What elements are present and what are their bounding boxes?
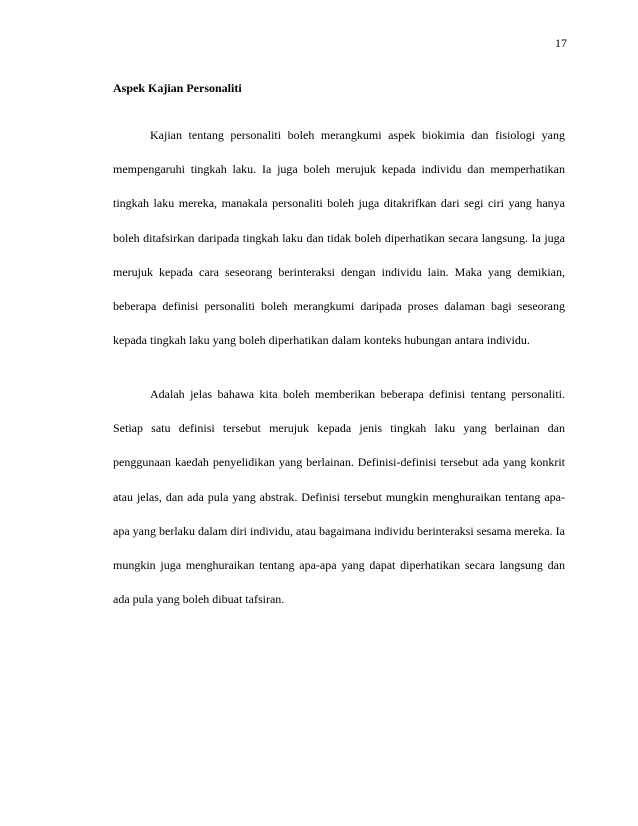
- paragraph-1: Kajian tentang personaliti boleh merangkumi aspek biokimia dan fisiologi yang mempengaruhi tingkah laku. Ia juga boleh merujuk kepada individu dan memperhatikan tingkah laku mereka, manakala personaliti boleh juga ditakrifkan dari segi ciri yang hanya boleh ditafsirkan daripada tingkah laku dan tidak boleh diperhatikan secara langsung. Ia juga merujuk kepada cara seseorang berinteraksi dengan individu lain. Maka yang demikian, beberapa definisi personaliti boleh merangkumi daripada proses dalaman bagi seseorang kepada tingkah laku yang boleh diperhatikan dalam konteks hubungan antara individu.: [113, 128, 565, 348]
- section-heading: Aspek Kajian Personaliti: [113, 81, 242, 95]
- paragraph-2: Adalah jelas bahawa kita boleh memberikan beberapa definisi tentang personaliti. Setiap satu definisi tersebut merujuk kepada jenis tingkah laku yang berlainan dan penggunaan kaedah penyelidikan yang berlainan. Definisi-definisi tersebut ada yang konkrit atau jelas, dan ada pula yang abstrak. Definisi tersebut mungkin menghuraikan tentang apa-apa yang berlaku dalam diri individu, atau bagaimana individu berinteraksi sesama mereka. Ia mungkin juga menghuraikan tentang apa-apa yang dapat diperhatikan secara langsung dan ada pula yang boleh dibuat tafsiran.: [113, 387, 565, 607]
- page-number: 17: [555, 36, 567, 50]
